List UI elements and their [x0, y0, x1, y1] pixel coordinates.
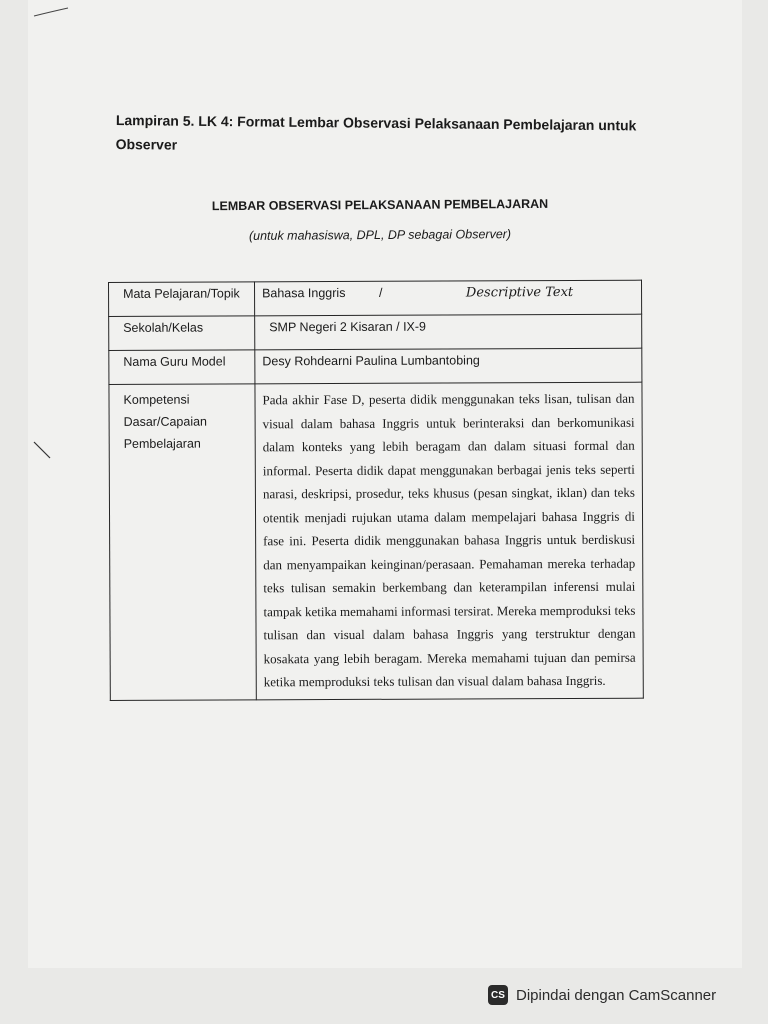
camscanner-watermark: [488, 985, 716, 1005]
table-row: [109, 314, 642, 350]
handwritten-topic: Descriptive Text: [465, 284, 574, 301]
table-row: [109, 280, 642, 316]
row-label: [109, 384, 256, 700]
table-row: [109, 348, 642, 384]
row-label: Nama Guru Model: [109, 350, 255, 385]
watermark-text: Dipindai dengan CamScanner: [516, 986, 717, 1004]
observation-table: [108, 280, 644, 701]
subject-value: Bahasa Inggris: [262, 285, 346, 301]
pen-mark: [30, 2, 90, 22]
pen-mark: [30, 440, 60, 464]
heading-line-1: Lampiran 5. LK 4: Format Lembar Observasi Pelaksanaan Pembelajaran untuk: [115, 111, 637, 134]
label-line: Dasar/Capaian: [123, 414, 208, 429]
row-label: Sekolah/Kelas: [109, 316, 255, 351]
competency-description: Pada akhir Fase D, peserta didik menggunakan teks lisan, tulisan dan visual dalam bahasa Inggris untuk berinteraksi dan berkomunikasi dalam konteks yang lebih beragam dan dalam situasi formal dan informal. Peserta didik dapat menggunakan berbagai jenis teks seperti narasi, deskripsi, prosedur, teks khusus (pesan singkat, iklan) dan teks otentik menjadi rujukan utama dalam mempelajari bahasa Inggris di fase ini. Peserta didik menggunakan bahasa Inggris untuk berdiskusi dan menyampaikan keinginan/perasaan. Pemahaman mereka terhadap teks tulisan semakin berkembang dan keterampilan inferensi mulai tampak ketika memahami informasi tersirat. Mereka memproduksi teks tulisan dan visual dalam bahasa Inggris yang terstruktur dengan kosakata yang lebih beragam. Mereka memahami tujuan dan pemirsa ketika memproduksi teks tulisan dan visual dalam bahasa Inggris.: [262, 390, 636, 690]
label-line: Kompetensi: [123, 392, 190, 407]
separator: /: [378, 285, 383, 300]
label-line: Pembelajaran: [123, 436, 201, 451]
row-value: Desy Rohdearni Paulina Lumbantobing: [255, 348, 642, 384]
table-row: [109, 382, 643, 700]
form-title: LEMBAR OBSERVASI PELAKSANAAN PEMBELAJARAN: [211, 196, 549, 214]
row-value: [255, 280, 642, 316]
form-subtitle: (untuk mahasiswa, DPL, DP sebagai Observer): [248, 227, 512, 243]
document-heading: [115, 108, 675, 162]
heading-line-2: Observer: [115, 135, 178, 153]
row-value: [255, 382, 643, 699]
row-value: SMP Negeri 2 Kisaran / IX-9: [255, 314, 642, 350]
row-label: Mata Pelajaran/Topik: [109, 282, 255, 317]
camscanner-logo-icon: CS: [488, 985, 508, 1005]
